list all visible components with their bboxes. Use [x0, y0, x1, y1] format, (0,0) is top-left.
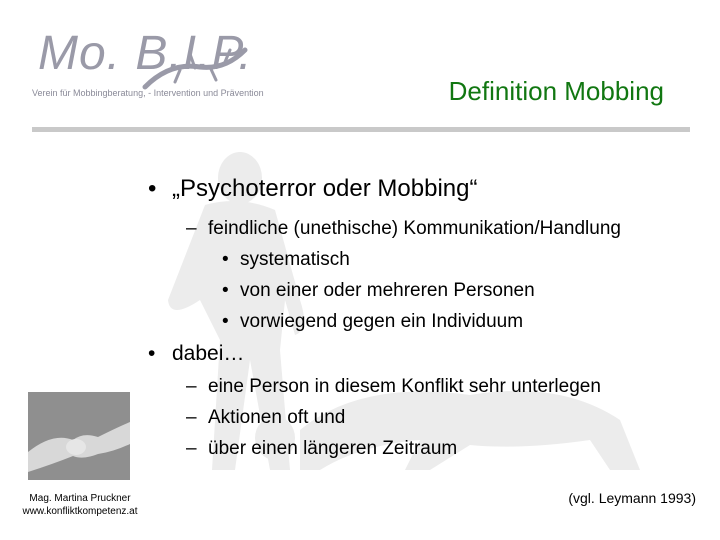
bullet-text: über einen längeren Zeitraum	[208, 438, 458, 459]
bullet-level2	[186, 218, 621, 240]
bullet-mark: •	[222, 311, 229, 332]
bullet-text: systematisch	[240, 249, 350, 270]
bullet-level1	[148, 175, 477, 203]
bullet-level3	[222, 249, 350, 271]
bullet-mark: •	[148, 342, 156, 365]
author-credit	[0, 492, 160, 518]
bullet-level2	[186, 376, 601, 398]
bullet-text: eine Person in diesem Konflikt sehr unterlegen	[208, 376, 601, 397]
page-title: Definition Mobbing	[448, 76, 664, 106]
handshake-photo	[28, 392, 130, 480]
author-name: Mag. Martina Pruckner	[29, 493, 131, 504]
hands-icon	[28, 392, 130, 480]
bullet-text: dabei…	[172, 342, 245, 365]
title-divider	[32, 127, 690, 132]
bullet-level3	[222, 280, 535, 302]
bullet-text: von einer oder mehreren Personen	[240, 280, 535, 301]
bullet-text: feindliche (unethische) Kommunikation/Handlung	[208, 218, 621, 239]
bullet-level2	[186, 407, 345, 429]
author-url: www.konfliktkompetenz.at	[22, 506, 138, 517]
logo-wordmark: Mo. B.I.P.	[38, 27, 253, 80]
bullet-level2	[186, 438, 457, 460]
bullet-level3	[222, 311, 523, 333]
dash-mark: –	[186, 438, 197, 459]
bullet-mark: •	[222, 280, 229, 301]
dash-mark: –	[186, 218, 197, 239]
dash-mark: –	[186, 376, 197, 397]
logo	[30, 22, 270, 112]
logo-subtitle: Verein für Mobbingberatung, - Intervention und Prävention	[32, 88, 264, 98]
bullet-text: „Psychoterror oder Mobbing“	[172, 175, 478, 202]
bullet-text: vorwiegend gegen ein Individuum	[240, 311, 524, 332]
dash-mark: –	[186, 407, 197, 428]
bullet-level1	[148, 342, 244, 366]
bullet-text: Aktionen oft und	[208, 407, 346, 428]
citation: (vgl. Leymann 1993)	[568, 490, 696, 506]
bullet-mark: •	[148, 175, 157, 202]
bullet-mark: •	[222, 249, 229, 270]
